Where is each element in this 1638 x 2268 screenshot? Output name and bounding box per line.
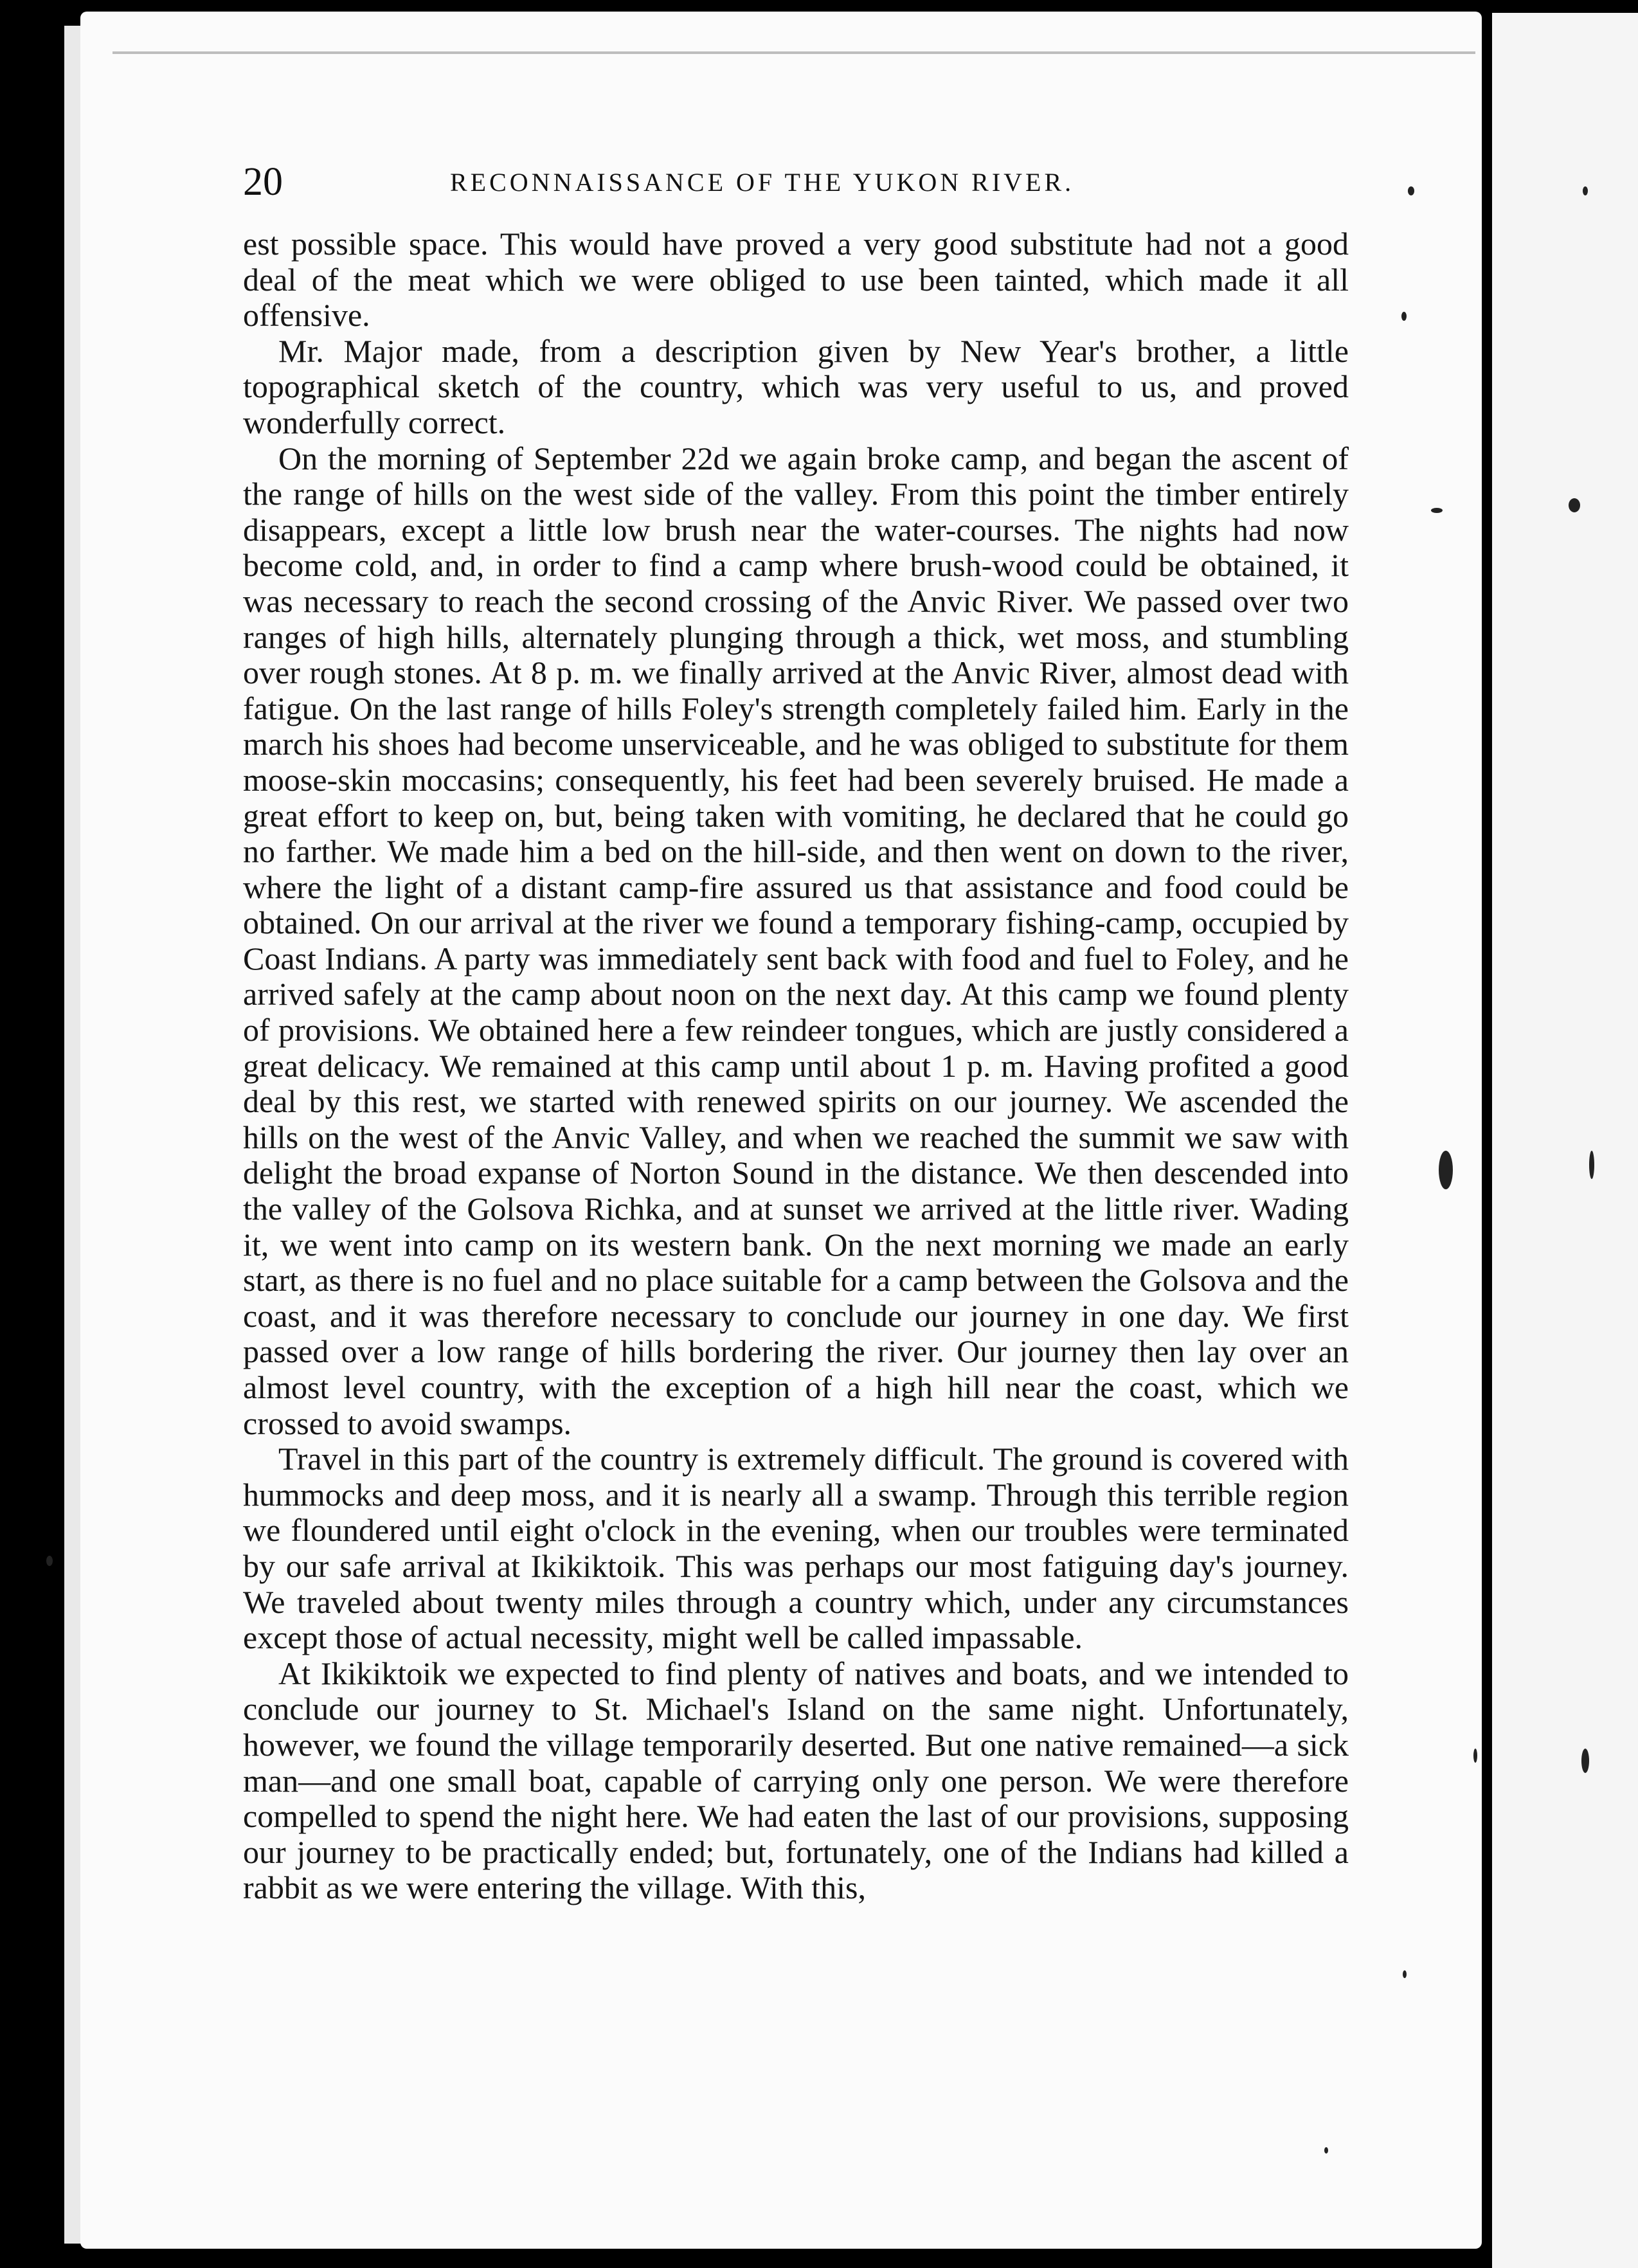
running-head: RECONNAISSANCE OF THE YUKON RIVER. [450,168,1075,197]
paragraph: On the morning of September 22d we again broke camp, and began the ascent of the range of hills on the west side of the valley. From this point the timber entirely disappears, except a little low brush near the water-courses. The nights had now become cold, and, in order to find a camp where brush-wood could be obtained, it was necessary to reach the second crossing of the Anvic River. We passed over two ranges of high hills, alternately plunging through a thick, wet moss, and stumbling over rough stones. At 8 p. m. we finally arrived at the Anvic River, almost dead with fatigue. On the last range of hills Foley's strength completely failed him. Early in the march his shoes had become unserviceable, and he was obliged to substitute for them moose-skin moccasins; consequently, his feet had been severely bruised. He made a great effort to keep on, but, being taken with vomiting, he declared that he could go no farther. We made him a bed on the hill-side, and then went on down to the river, where the light of a distant camp-fire assured us that assistance and food could be obtained. On our arrival at the river we found a temporary fishing-camp, occupied by Coast Indians. A party was immediately sent back with food and fuel to Foley, and he arrived safely at the camp about noon on the next day. At this camp we found plenty of provisions. We obtained here a few reindeer tongues, which are justly considered a great delicacy. We remained at this camp until about 1 p. m. Having profited a good deal by this rest, we started with renewed spirits on our journey. We ascended the hills on the west of the Anvic Valley, and when we reached the summit we saw with delight the broad expanse of Norton Sound in the distance. We then descended into the valley of the Golsova Richka, and at sunset we arrived at the little river. Wading it, we went into camp on its western bank. On the next morning we made an early start, as there is no fuel and no place suitable for a camp between the Golsova and the coast, and it was therefore necessary to conclude our journey in one day. We first passed over a low range of hills bordering the river. Our journey then lay over an almost level country, with the exception of a high hill near the coast, which we crossed to avoid swamps. [243,440,1349,1441]
scan-speck [1581,1749,1589,1773]
body-text [243,226,1349,1906]
scan-speck [1473,1749,1477,1763]
scan-speck [1583,186,1588,195]
scan-speck [1401,312,1407,321]
page-number: 20 [243,160,283,204]
scan-speck [1589,1151,1594,1179]
next-page-edge [1492,13,1638,2268]
scan-speck [1569,498,1580,512]
top-rule [113,51,1475,54]
scan-speck [1408,186,1414,195]
paragraph: est possible space. This would have proved a very good substitute had not a good deal of the meat which we were obliged to use been tainted, which made it all offensive. [243,226,1349,334]
paragraph: Mr. Major made, from a description given by New Year's brother, a little topographical sketch of the country, which was very useful to us, and proved wonderfully correct. [243,332,1349,440]
scan-speck [1403,1970,1407,1978]
scan-speck [1439,1151,1453,1189]
gutter-line [1482,0,1492,2268]
scan-speck [1324,2147,1328,2154]
scan-speck [1431,508,1443,513]
paragraph: At Ikikiktoik we expected to find plenty of natives and boats, and we intended to conclude our journey to St. Michael's Island on the same night. Unfortunately, however, we found the village temporarily deserted. But one native remained—a sick man—and one small boat, capable of carrying only one person. We were therefore compelled to spend the night here. We had eaten the last of our provisions, supposing our journey to be practically ended; but, fortunately, one of the Indians had killed a rabbit as we were entering the village. With this, [243,1655,1349,1906]
scan-speck [46,1556,53,1566]
paragraph: Travel in this part of the country is extremely difficult. The ground is covered with hummocks and deep moss, and it is nearly all a swamp. Through this terrible region we floundered until eight o'clock in the evening, when our troubles were terminated by our safe arrival at Ikikiktoik. This was perhaps our most fatiguing day's journey. We traveled about twenty miles through a country which, under any circumstances except those of actual necessity, might well be called impassable. [243,1441,1349,1656]
